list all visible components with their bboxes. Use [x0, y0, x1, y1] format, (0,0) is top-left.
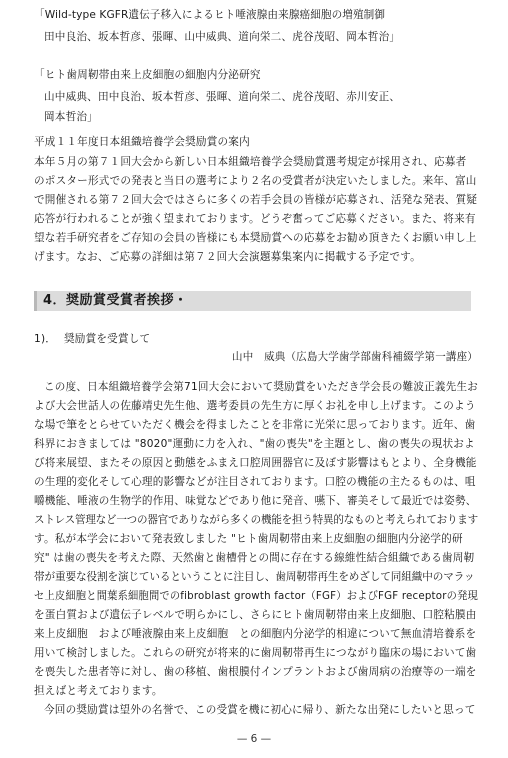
speech-line: この度、日本組織培養学会第71回大会において奨励賞をいただき学会長の難波正義先生お	[44, 381, 479, 393]
section-title: 4．奨励賞受賞者挨拶・	[43, 293, 188, 308]
speech-line: 帯が重要な役割を演じているということに注目し、歯周靭帯再生をめざして同組織中のマラッ	[34, 571, 475, 583]
award-authors-1: 田中良治、坂本哲彦、張暉、山中威典、道向栄二、虎谷茂昭、岡本哲治」	[44, 31, 401, 43]
notice-line: のポスター形式での発表と当日の選考により２名の受賞者が決定いたしました。来年、富山	[34, 175, 477, 187]
notice-line: 応答が行われることが強く望まれております。どうぞ奮ってご応募ください。また、将来有	[34, 213, 476, 225]
speech-line: を蛋白質および遺伝子レベルで明らかにし、さらにヒト歯周靭帯由来上皮細胞、口腔粘膜由	[34, 609, 477, 621]
award-authors-2-line-1: 山中威典、田中良治、坂本哲彦、張暉、道向栄二、虎谷茂昭、赤川安正、	[44, 91, 401, 103]
speech-author: 山中 威典（広島大学歯学部歯科補綴学第一講座）	[232, 351, 479, 363]
speech-number: 1)．	[34, 333, 57, 345]
speech-line: よび大会世話人の佐藤靖史先生他、選考委員の先生方に厚くお礼を申し上げます。このよう	[34, 400, 476, 412]
speech-line: な場で筆をとらせていただく機会を得ましたことを非常に光栄に思っております。近年、歯	[34, 419, 476, 431]
notice-line: 本年５月の第７１回大会から新しい日本組織培養学会奨励賞選考規定が採用され、応募者	[34, 156, 467, 168]
speech-line: 今回の奨励賞は望外の名誉で、この受賞を機に初心に帰り、新たな出発にしたいと思って	[44, 704, 476, 716]
section-heading	[34, 291, 471, 311]
page-number: — 6 —	[236, 733, 272, 745]
award-title-2: 「ヒト歯周靭帯由来上皮細胞の細胞内分泌研究	[34, 69, 261, 81]
speech-line: 担えばと考えております。	[34, 685, 163, 697]
speech-line: 嚼機能、唾液の生物学的作用、味覚などであり他に発音、嚥下、審美そして最近では姿勢、	[34, 495, 477, 507]
notice-line: で開催される第７２回大会ではさらに多くの若手会員の皆様が応募され、活発な発表、質疑	[34, 194, 478, 206]
speech-line: 科界におきましては "8020"運動に力を入れ、"歯の喪失"を主題とし、歯の喪失の現状およ	[34, 438, 475, 450]
award-title-1: 「Wild-type KGFR遺伝子移入によるヒト唾液腺由来腺癌細胞の増殖制御	[34, 9, 386, 21]
speech-line: を喪失した患者等に対し、歯の移植、歯根膜付インプラントおよび歯周病の治療等の一端を	[34, 666, 477, 678]
speech-line: 究" は歯の喪失を考えた際、天然歯と歯槽骨との間に存在する線維性結合組織である歯周靭	[34, 552, 475, 564]
speech-line: 用いて検討しました。これらの研究が将来的に歯周靭帯再生につながり臨床の場において歯	[34, 647, 477, 659]
speech-line: セ上皮細胞と間葉系細胞間でのfibroblast growth factor（FGF）およびFGF receptorの発現	[34, 590, 479, 602]
award-authors-2-line-2: 岡本哲治」	[44, 111, 98, 123]
speech-line: ストレス管理など一つの器官でありながら多くの機能を担う特異的なものと考えられております	[34, 514, 478, 526]
notice-line: げます。なお、ご応募の詳細は第７２回大会演題募集案内に掲載する予定です。	[34, 251, 421, 263]
speech-title: 奨励賞を受賞して	[64, 333, 151, 345]
speech-line: す。私が本学会において発表致しました "ヒト歯周靭帯由来上皮細胞の細胞内分泌学的研	[34, 533, 463, 545]
notice-heading: 平成１１年度日本組織培養学会奨励賞の案内	[34, 136, 250, 148]
speech-line: 来上皮細胞 および唾液腺由来上皮細胞 との細胞内分泌学的相違について無血清培養系を	[34, 628, 477, 640]
notice-line: 望な若手研究者をご存知の会員の皆様にも本奨励賞への応募をお勧め頂きたくお願い申し上	[34, 232, 477, 244]
speech-line: の生理的変化そして心理的影響などが注目されております。口腔の機能の主たるものは、咀	[34, 476, 476, 488]
speech-line: び将来展望、またその原因と動態をふまえ口腔周囲器官に及ぼす影響はもとより、全身機能	[34, 457, 477, 469]
